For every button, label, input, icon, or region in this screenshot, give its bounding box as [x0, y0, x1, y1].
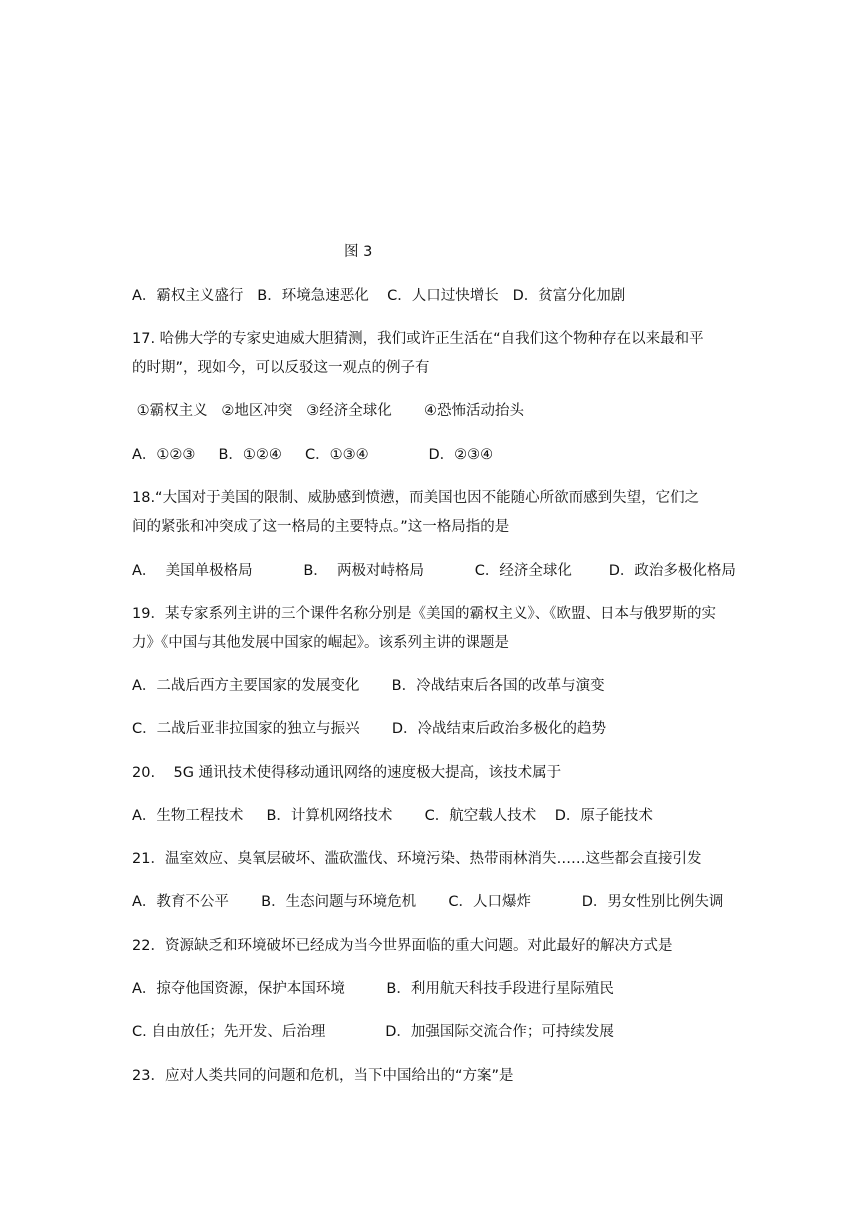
q18-stem-line2: 间的紧张和冲突成了这一格局的主要特点。”这一格局指的是: [132, 519, 510, 535]
q21-stem: 21．温室效应、臭氧层破坏、滥砍滥伐、环境污染、热带雨林消失……这些都会直接引发: [132, 851, 702, 867]
q22-stem: 22．资源缺乏和环境破坏已经成为当今世界面临的重大问题。对此最好的解决方式是: [132, 938, 673, 954]
q22-options-line2: C. 自由放任；先开发、后治理 D．加强国际交流合作；可持续发展: [132, 1024, 614, 1040]
q22-options-line1: A．掠夺他国资源，保护本国环境 B．利用航天科技手段进行星际殖民: [132, 981, 614, 997]
q17-options: A．①②③ B．①②④ C．①③④ D．②③④: [132, 447, 494, 463]
q19-options-line2: C．二战后亚非拉国家的独立与振兴 D．冷战结束后政治多极化的趋势: [132, 721, 607, 737]
q17-stem-line2: 的时期”，现如今，可以反驳这一观点的例子有: [132, 360, 430, 376]
q19-stem-line1: 19．某专家系列主讲的三个课件名称分别是《美国的霸权主义》、《欧盟、日本与俄罗斯的实: [132, 606, 716, 622]
q17-items: ①霸权主义 ②地区冲突 ③经济全球化 ④恐怖活动抬头: [132, 403, 525, 419]
q20-options: A．生物工程技术 B．计算机网络技术 C．航空载人技术 D．原子能技术: [132, 808, 653, 824]
q17-stem-line1: 17. 哈佛大学的专家史迪威大胆猜测，我们或许正生活在“自我们这个物种存在以来最和平: [132, 331, 704, 347]
figure-caption: 图 3: [344, 244, 373, 260]
q23-stem: 23．应对人类共同的问题和危机，当下中国给出的“方案”是: [132, 1068, 514, 1084]
q19-stem-line2: 力》《中国与其他发展中国家的崛起》。该系列主讲的课题是: [132, 635, 509, 651]
q16-options: A．霸权主义盛行 B．环境急速恶化 C．人口过快增长 D．贫富分化加剧: [132, 288, 626, 304]
q21-options: A．教育不公平 B．生态问题与环境危机 C．人口爆炸 D．男女性别比例失调: [132, 894, 724, 910]
q18-options: A． 美国单极格局 B． 两极对峙格局 C．经济全球化 D．政治多极化格局: [132, 563, 736, 579]
q19-options-line1: A．二战后西方主要国家的发展变化 B．冷战结束后各国的改革与演变: [132, 678, 605, 694]
q20-stem: 20. 5G 通讯技术使得移动通讯网络的速度极大提高，该技术属于: [132, 765, 562, 781]
q18-stem-line1: 18.“大国对于美国的限制、威胁感到愤懑，而美国也因不能随心所欲而感到失望，它们之: [132, 490, 700, 506]
